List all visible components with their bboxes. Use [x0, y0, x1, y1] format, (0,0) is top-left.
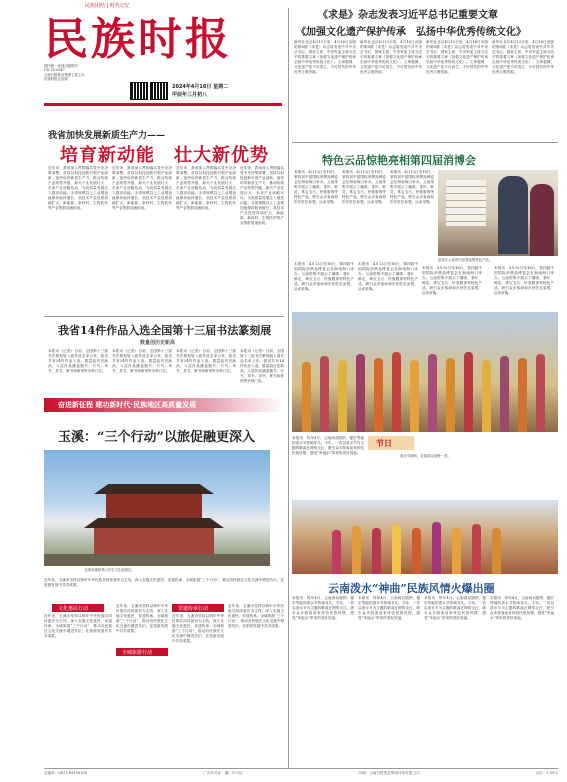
qiushi-body: 新华社北京4月15日电 4月16日出版的第8期《求是》杂志将发表中共中央总书记、国家主席、中央军委主席习近平的重要文章《加强文化遗产保护传承 弘扬中华优秀传统文化》。文章强调，文化遗产是不可再生、不可替代的中华优秀文明资源。: [492, 40, 558, 74]
qr-code-1: [130, 82, 148, 100]
footer-rule: [44, 768, 558, 769]
expo-body: 本报讯 4月13日至18日，第四届中国国际消费品博览会在海南海口举办。云南馆集中展示了咖啡、茶叶、鲜花、珠宝玉石、民族服饰等特色产品，吸引众多客商和市民驻足参观，洽谈采购。: [342, 170, 386, 204]
calligraphy-headline: 我省14件作品入选全国第十三届书法篆刻展: [58, 324, 272, 337]
festival-body: 本报讯 每年4月，云南西双版纳、德宏等地的泼水节热闹非凡。今年，一首以泼水节为主题的歌曲在网络走红，吸引众多游客前来体验民族风情，感受“幸福水”带来的美好祝福。: [292, 436, 364, 455]
yuxi-banner-text: 奋进新征程 建功新时代·民族地区高质量发展: [58, 401, 197, 409]
expo-caption: 游客在云南馆内参观选购特色产品。: [438, 258, 493, 262]
festival-photo-top: [292, 312, 558, 432]
qiushi-body: 新华社北京4月15日电 4月16日出版的第8期《求是》杂志将发表中共中央总书记、国家主席、中央军委主席习近平的重要文章《加强文化遗产保护传承 弘扬中华优秀传统文化》。文章强调，文化遗产是不可再生、不可替代的中华优秀文明资源。: [426, 40, 492, 74]
info-line: 国内统一连续出版物号: [44, 64, 78, 68]
issue-date: 2024年4月16日 星期二: [172, 84, 229, 90]
yuxi-subhead-3-text: 全域旅游行动: [122, 650, 153, 656]
qiushi-body: 新华社北京4月15日电 4月16日出版的第8期《求是》杂志将发表中共中央总书记、国家主席、中央军委主席习近平的重要文章《加强文化遗产保护传承 弘扬中华优秀传统文化》。文章强调，文化遗产是不可再生、不可替代的中华优秀文明资源。: [360, 40, 426, 74]
yuxi-caption: 玉溪市通海秀山历史文化旅游区。: [84, 568, 135, 572]
article-headline: 培育新动能 壮大新优势: [60, 145, 269, 166]
yuxi-subhead-2: [172, 604, 224, 612]
festival-caption: 泼水节期间，各族群众欢聚一堂。: [400, 454, 451, 458]
section-divider: [292, 142, 558, 143]
festival-body: 本报讯 每年4月，云南西双版纳、德宏等地的泼水节热闹非凡。今年，一首以泼水节为主题的歌曲在网络走红，吸引众多游客前来体验民族风情，感受“幸福水”带来的美好祝福。: [292, 596, 354, 620]
calligraphy-body: 本报讯（记者）日前，全国第十三届书法篆刻展入展作品名单公布，我省共有14件作品入选，数量创历史新高。入选作品涵盖楷书、行书、草书、隶书、篆书和篆刻等多种门类。: [112, 349, 172, 373]
info-line: 民族时报社出版: [44, 77, 68, 82]
expo-body: 本报讯 4月13日至18日，第四届中国国际消费品博览会在海南海口举办。云南馆集中展示了咖啡、茶叶、鲜花、珠宝玉石、民族服饰等特色产品，吸引众多客商和市民驻足参观，洽谈采购。: [422, 266, 482, 295]
yuxi-subhead-2-text: 非遗传承行动: [178, 606, 209, 612]
yuxi-photo: [44, 450, 270, 566]
section-divider: [44, 316, 284, 317]
qr-code-2: [150, 82, 168, 100]
yuxi-body: 近年来，玉溪市坚持以铸牢中华民族共同体意识为主线，深入实施文化惠民、非遗传承、全域旅游“三个行动”，推动各民族在文化交流中增进共识，在旅游发展中共享成果。: [44, 578, 284, 587]
expo-photo: [438, 170, 558, 256]
expo-body: 本报讯 4月13日至18日，第四届中国国际消费品博览会在海南海口举办。云南馆集中展示了咖啡、茶叶、鲜花、珠宝玉石、民族服饰等特色产品，吸引众多客商和市民驻足参观，洽谈采购。: [494, 266, 554, 295]
expo-body: 本报讯 4月13日至18日，第四届中国国际消费品博览会在海南海口举办。云南馆集中展示了咖啡、茶叶、鲜花、珠宝玉石、民族服饰等特色产品，吸引众多客商和市民驻足参观，洽谈采购。: [294, 170, 338, 204]
calligraphy-subhead: 数量创历史新高: [140, 340, 176, 346]
masthead-title: 民族时报: [44, 14, 232, 65]
footer-item: 印刷：云南日报报业集团印务有限公司: [358, 771, 420, 775]
article-body: 近年来，我省深入贯彻落实党中央决策部署，坚持以科技创新引领产业创新，加快培育新质生产力，推动传统产业转型升级、新兴产业发展壮大、未来产业前瞻布局，为高质量发展注入强劲动能。全省规模以上工业增加值保持较快增长，高技术产业投资持续扩大，新能源、新材料、生物医药等产业集群加速形成。: [176, 166, 236, 210]
yuxi-body: 近年来，玉溪市坚持以铸牢中华民族共同体意识为主线，深入实施文化惠民、非遗传承、全域旅游“三个行动”，推动各民族在文化交流中增进共识，在旅游发展中共享成果。: [116, 604, 168, 633]
calligraphy-body: 本报讯（记者）日前，全国第十三届书法篆刻展入展作品名单公布，我省共有14件作品入选，数量创历史新高。入选作品涵盖楷书、行书、草书、隶书、篆书和篆刻等多种门类。: [240, 349, 284, 383]
qiushi-headline-1: 《求是》杂志发表习近平总书记重要文章: [318, 10, 498, 21]
yuxi-body: 近年来，玉溪市坚持以铸牢中华民族共同体意识为主线，深入实施文化惠民、非遗传承、全域旅游“三个行动”，推动各民族在文化交流中增进共识，在旅游发展中共享成果。: [44, 614, 112, 638]
expo-body: 本报讯 4月13日至18日，第四届中国国际消费品博览会在海南海口举办。云南馆集中展示了咖啡、茶叶、鲜花、珠宝玉石、民族服饰等特色产品，吸引众多客商和市民驻足参观，洽谈采购。: [390, 170, 434, 204]
yuxi-subhead-1-text: 文化惠民行动: [58, 606, 89, 612]
expo-headline: 特色云品惊艳亮相第四届消博会: [322, 154, 476, 167]
festival-headline: 云南泼水“神曲”民族风情火爆出圈: [328, 582, 495, 595]
yuxi-body: 近年来，玉溪市坚持以铸牢中华民族共同体意识为主线，深入实施文化惠民、非遗传承、全域旅游“三个行动”，推动各民族在文化交流中增进共识，在旅游发展中共享成果。: [228, 604, 284, 628]
article-body: 近年来，我省深入贯彻落实党中央决策部署，坚持以科技创新引领产业创新，加快培育新质生产力，推动传统产业转型升级、新兴产业发展壮大、未来产业前瞻布局，为高质量发展注入强劲动能。全省规模以上工业增加值保持较快增长，高技术产业投资持续扩大，新能源、新材料、生物医药等产业集群加速形成。: [112, 166, 172, 210]
footer-item: 定价：1.50元: [535, 771, 558, 775]
article-body: 近年来，我省深入贯彻落实党中央决策部署，坚持以科技创新引领产业创新，加快培育新质生产力，推动传统产业转型升级、新兴产业发展壮大、未来产业前瞻布局，为高质量发展注入强劲动能。全省规模以上工业增加值保持较快增长，高技术产业投资持续扩大，新能源、新材料、生物医药等产业集群加速形成。: [48, 166, 108, 210]
qiushi-body: 新华社北京4月15日电 4月16日出版的第8期《求是》杂志将发表中共中央总书记、国家主席、中央军委主席习近平的重要文章《加强文化遗产保护传承 弘扬中华优秀传统文化》。文章强调，文化遗产是不可再生、不可替代的中华优秀文明资源。: [294, 40, 360, 74]
column-divider: [288, 8, 289, 768]
expo-body: 本报讯 4月13日至18日，第四届中国国际消费品博览会在海南海口举办。云南馆集中展示了咖啡、茶叶、鲜花、珠宝玉石、民族服饰等特色产品，吸引众多客商和市民驻足参观，洽谈采购。: [294, 262, 354, 291]
masthead-info: [44, 64, 124, 82]
info-line: CN 53-0047: [44, 68, 65, 73]
yuxi-body: 近年来，玉溪市坚持以铸牢中华民族共同体意识为主线，深入实施文化惠民、非遗传承、全域旅游“三个行动”，推动各民族在文化交流中增进共识，在旅游发展中共享成果。: [172, 614, 224, 643]
festival-photo-bottom: [292, 500, 558, 574]
festival-body: 本报讯 每年4月，云南西双版纳、德宏等地的泼水节热闹非凡。今年，一首以泼水节为主题的歌曲在网络走红，吸引众多游客前来体验民族风情，感受“幸福水”带来的美好祝福。: [490, 596, 554, 620]
expo-body: 本报讯 4月13日至18日，第四届中国国际消费品博览会在海南海口举办。云南馆集中展示了咖啡、茶叶、鲜花、珠宝玉石、民族服饰等特色产品，吸引众多客商和市民驻足参观，洽谈采购。: [358, 262, 418, 291]
festival-body: 本报讯 每年4月，云南西双版纳、德宏等地的泼水节热闹非凡。今年，一首以泼水节为主题的歌曲在网络走红，吸引众多游客前来体验民族风情，感受“幸福水”带来的美好祝福。: [358, 596, 420, 620]
festival-tag-text: 节日: [376, 438, 392, 448]
article-kicker: 我省加快发展新质生产力——: [48, 131, 166, 141]
festival-body: 本报讯 每年4月，云南西双版纳、德宏等地的泼水节热闹非凡。今年，一首以泼水节为主题的歌曲在网络走红，吸引众多游客前来体验民族风情，感受“幸福水”带来的美好祝福。: [424, 596, 486, 620]
footer-item: 总编室：0871-64156106: [44, 771, 88, 775]
festival-tag: [368, 436, 414, 450]
qiushi-headline-2: 《加强文化遗产保护传承 弘扬中华优秀传统文化》: [296, 27, 526, 38]
masthead-rule: [44, 103, 282, 106]
yuxi-subhead-1: [52, 604, 104, 612]
yuxi-banner: [44, 398, 284, 412]
calligraphy-body: 本报讯（记者）日前，全国第十三届书法篆刻展入展作品名单公布，我省共有14件作品入选，数量创历史新高。入选作品涵盖楷书、行书、草书、隶书、篆书和篆刻等多种门类。: [176, 349, 236, 373]
calligraphy-body: 本报讯（记者）日前，全国第十三届书法篆刻展入展作品名单公布，我省共有14件作品入选，数量创历史新高。入选作品涵盖楷书、行书、草书、隶书、篆书和篆刻等多种门类。: [48, 349, 108, 373]
footer-item: 广告许可证：滇广许可证: [203, 771, 243, 775]
footer: [44, 771, 558, 780]
lunar-date: 甲辰年三月初八: [172, 92, 208, 98]
info-line: 云南日报报业集团主管主办: [44, 72, 85, 77]
article-body: 近年来，我省深入贯彻落实党中央决策部署，坚持以科技创新引领产业创新，加快培育新质生产力，推动传统产业转型升级、新兴产业发展壮大、未来产业前瞻布局，为高质量发展注入强劲动能。全省规模以上工业增加值保持较快增长，高技术产业投资持续扩大，新能源、新材料、生物医药等产业集群加速形成。: [240, 166, 284, 225]
masthead-slogan: 民族团结 | 时代记忆: [85, 3, 130, 9]
yuxi-headline: 玉溪：“三个行动”以旅促融更深入: [58, 430, 255, 445]
yuxi-subhead-3: [116, 648, 168, 656]
